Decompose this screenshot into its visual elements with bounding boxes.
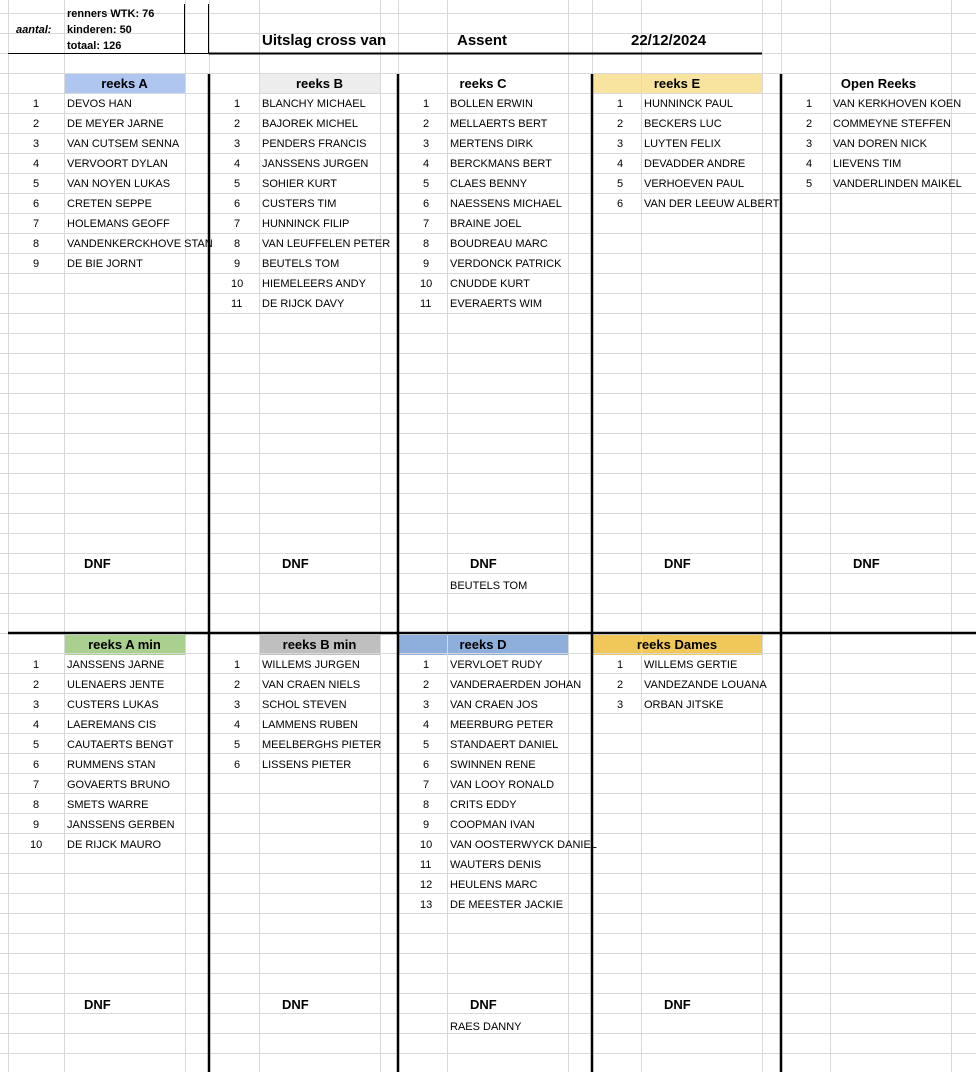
rank-number: 9 (33, 819, 40, 831)
rank-number: 4 (234, 158, 241, 170)
rank-number: 7 (33, 218, 40, 230)
rider-name: CLAES BENNY (450, 178, 528, 190)
rider-name: DE MEYER JARNE (67, 118, 164, 130)
dnf-label: DNF (470, 556, 497, 571)
rank-number: 4 (423, 719, 430, 731)
rider-name: EVERAERTS WIM (450, 298, 543, 310)
rider-name: VANDERLINDEN MAIKEL (833, 178, 962, 190)
rider-name: BOLLEN ERWIN (450, 98, 533, 110)
rank-number: 2 (617, 118, 624, 130)
group-header: reeks D (459, 637, 507, 652)
rider-name: HOLEMANS GEOFF (67, 218, 170, 230)
rider-name: WAUTERS DENIS (450, 859, 542, 871)
rider-name: GOVAERTS BRUNO (67, 779, 170, 791)
rank-number: 3 (33, 138, 40, 150)
rank-number: 10 (420, 839, 433, 851)
rank-number: 2 (33, 679, 40, 691)
rider-name: DE RIJCK DAVY (262, 298, 345, 310)
rider-name: CUSTERS LUKAS (67, 699, 159, 711)
rank-number: 3 (617, 138, 624, 150)
rank-number: 3 (617, 699, 624, 711)
rank-number: 2 (806, 118, 813, 130)
rider-name: VANDEZANDE LOUANA (644, 679, 767, 691)
rank-number: 8 (423, 238, 430, 250)
rank-number: 2 (33, 118, 40, 130)
rank-number: 1 (234, 98, 241, 110)
rider-name: BECKERS LUC (644, 118, 722, 130)
rider-name: DEVOS HAN (67, 98, 132, 110)
rank-number: 1 (423, 98, 430, 110)
rider-name: BLANCHY MICHAEL (262, 98, 366, 110)
rank-number: 11 (420, 859, 432, 871)
group-header: reeks E (653, 76, 701, 91)
rank-number: 3 (33, 699, 40, 711)
rank-number: 5 (234, 178, 241, 190)
rider-name: BAJOREK MICHEL (262, 118, 358, 130)
rider-name: COMMEYNE STEFFEN (833, 118, 951, 130)
rank-number: 8 (423, 799, 430, 811)
rider-name: VAN CRAEN NIELS (262, 679, 361, 691)
rider-name: LAMMENS RUBEN (262, 719, 358, 731)
rank-number: 5 (423, 178, 430, 190)
rider-name: SOHIER KURT (262, 178, 337, 190)
rider-name: CRITS EDDY (450, 799, 517, 811)
rider-name: VERHOEVEN PAUL (644, 178, 745, 190)
rider-name: ULENAERS JENTE (67, 679, 165, 691)
rider-name: MEERBURG PETER (450, 719, 554, 731)
rider-name: VANDENKERCKHOVE STAN (67, 238, 213, 250)
group-header: reeks C (459, 76, 507, 91)
rider-name: COOPMAN IVAN (450, 819, 535, 831)
rider-name: VAN LEUFFELEN PETER (262, 238, 391, 250)
rider-name: WILLEMS JURGEN (262, 659, 360, 671)
rider-name: CAUTAERTS BENGT (67, 739, 174, 751)
aantal-label: aantal: (16, 24, 52, 36)
rank-number: 1 (33, 98, 40, 110)
rank-number: 8 (33, 799, 40, 811)
rider-name: PENDERS FRANCIS (262, 138, 367, 150)
rank-number: 9 (33, 258, 40, 270)
rider-name: RUMMENS STAN (67, 759, 156, 771)
rider-name: VAN CUTSEM SENNA (67, 138, 180, 150)
group-header: reeks Dames (636, 637, 718, 652)
rider-name: HIEMELEERS ANDY (262, 278, 366, 290)
dnf-label: DNF (282, 556, 309, 571)
group-header: reeks B (296, 76, 343, 91)
dnf-label: DNF (84, 556, 111, 571)
rider-name: HUNNINCK PAUL (644, 98, 734, 110)
rank-number: 1 (33, 659, 40, 671)
rank-number: 6 (234, 198, 241, 210)
rider-name: VAN NOYEN LUKAS (67, 178, 171, 190)
rider-name: STANDAERT DANIEL (450, 739, 559, 751)
rider-name: VAN DOREN NICK (833, 138, 927, 150)
rank-number: 10 (420, 278, 433, 290)
dnf-label: DNF (470, 997, 497, 1012)
rank-number: 12 (420, 879, 433, 891)
rider-name: BERCKMANS BERT (450, 158, 552, 170)
dnf-label: DNF (664, 556, 691, 571)
rider-name: HEULENS MARC (450, 879, 538, 891)
rider-name: VAN LOOY RONALD (450, 779, 555, 791)
rank-number: 6 (423, 198, 430, 210)
rank-number: 7 (423, 779, 430, 791)
rank-number: 11 (420, 298, 432, 310)
rank-number: 1 (617, 98, 624, 110)
rank-number: 5 (423, 739, 430, 751)
rank-number: 3 (234, 699, 241, 711)
rider-name: LISSENS PIETER (262, 759, 352, 771)
rank-number: 3 (234, 138, 241, 150)
rank-number: 6 (234, 759, 241, 771)
rank-number: 2 (234, 679, 241, 691)
rider-name: BEUTELS TOM (262, 258, 340, 270)
rider-name: DE BIE JORNT (67, 258, 143, 270)
group-header: reeks B min (282, 637, 357, 652)
rank-number: 6 (423, 759, 430, 771)
renners-count: renners WTK: 76 (67, 8, 155, 20)
dnf-label: DNF (853, 556, 880, 571)
rank-number: 2 (423, 118, 430, 130)
rank-number: 3 (423, 138, 430, 150)
rider-name: VAN OOSTERWYCK DANIEL (450, 839, 597, 851)
rank-number: 10 (231, 278, 244, 290)
rank-number: 4 (33, 158, 40, 170)
rank-number: 4 (234, 719, 241, 731)
rank-number: 8 (33, 238, 40, 250)
rider-name: SCHOL STEVEN (262, 699, 347, 711)
rank-number: 5 (617, 178, 624, 190)
rank-number: 5 (33, 178, 40, 190)
rank-number: 1 (234, 659, 241, 671)
rider-name: CNUDDE KURT (450, 278, 530, 290)
rider-name: VERVLOET RUDY (450, 659, 543, 671)
rider-name: VAN KERKHOVEN KOEN (833, 98, 962, 110)
rider-name: HUNNINCK FILIP (262, 218, 350, 230)
rider-name: JANSSENS GERBEN (67, 819, 175, 831)
rider-name: LUYTEN FELIX (644, 138, 722, 150)
rank-number: 1 (617, 659, 624, 671)
rank-number: 5 (234, 739, 241, 751)
rank-number: 13 (420, 899, 433, 911)
rider-name: NAESSENS MICHAEL (450, 198, 562, 210)
rider-name: VANDERAERDEN JOHAN (450, 679, 582, 691)
rank-number: 3 (806, 138, 813, 150)
rank-number: 4 (33, 719, 40, 731)
rank-number: 2 (423, 679, 430, 691)
rank-number: 8 (234, 238, 241, 250)
rank-number: 6 (617, 198, 624, 210)
rank-number: 10 (30, 839, 43, 851)
rider-name: SMETS WARRE (67, 799, 149, 811)
dnf-rider-name: BEUTELS TOM (450, 580, 528, 592)
race-date: 22/12/2024 (631, 32, 707, 49)
rank-number: 1 (423, 659, 430, 671)
rider-name: BRAINE JOEL (450, 218, 522, 230)
rank-number: 7 (234, 218, 241, 230)
rank-number: 2 (234, 118, 241, 130)
rider-name: WILLEMS GERTIE (644, 659, 738, 671)
dnf-label: DNF (664, 997, 691, 1012)
rider-name: VERVOORT DYLAN (67, 158, 168, 170)
rank-number: 2 (617, 679, 624, 691)
rank-number: 6 (33, 759, 40, 771)
kinderen-count: kinderen: 50 (67, 24, 132, 36)
rider-name: DE RIJCK MAURO (67, 839, 162, 851)
rank-number: 3 (423, 699, 430, 711)
rider-name: BOUDREAU MARC (450, 238, 548, 250)
rider-name: CRETEN SEPPE (67, 198, 152, 210)
group-header: reeks A min (88, 637, 161, 652)
rank-number: 4 (423, 158, 430, 170)
rank-number: 11 (231, 298, 243, 310)
rider-name: SWINNEN RENE (450, 759, 536, 771)
rider-name: MEELBERGHS PIETER (262, 739, 382, 751)
rank-number: 9 (423, 258, 430, 270)
rank-number: 7 (33, 779, 40, 791)
rider-name: DE MEESTER JACKIE (450, 899, 564, 911)
rider-name: CUSTERS TIM (262, 198, 337, 210)
dnf-label: DNF (84, 997, 111, 1012)
rank-number: 4 (806, 158, 813, 170)
rider-name: JANSSENS JARNE (67, 659, 165, 671)
rider-name: LIEVENS TIM (833, 158, 902, 170)
race-location: Assent (457, 32, 508, 49)
rank-number: 7 (423, 218, 430, 230)
rank-number: 5 (33, 739, 40, 751)
dnf-rider-name: RAES DANNY (450, 1021, 522, 1033)
rider-name: MELLAERTS BERT (450, 118, 548, 130)
rider-name: VERDONCK PATRICK (450, 258, 562, 270)
rider-name: DEVADDER ANDRE (644, 158, 746, 170)
rider-name: ORBAN JITSKE (644, 699, 724, 711)
rider-name: VAN CRAEN JOS (450, 699, 538, 711)
rider-name: JANSSENS JURGEN (262, 158, 369, 170)
dnf-label: DNF (282, 997, 309, 1012)
rank-number: 4 (617, 158, 624, 170)
rider-name: MERTENS DIRK (450, 138, 533, 150)
totaal-count: totaal: 126 (67, 40, 122, 52)
rider-name: VAN DER LEEUW ALBERT (644, 198, 780, 210)
rank-number: 9 (234, 258, 241, 270)
page-title: Uitslag cross van (262, 32, 387, 49)
group-header: reeks A (101, 76, 148, 91)
rank-number: 9 (423, 819, 430, 831)
rank-number: 1 (806, 98, 813, 110)
rank-number: 5 (806, 178, 813, 190)
group-header: Open Reeks (840, 76, 917, 91)
rider-name: LAEREMANS CIS (67, 719, 157, 731)
rank-number: 6 (33, 198, 40, 210)
